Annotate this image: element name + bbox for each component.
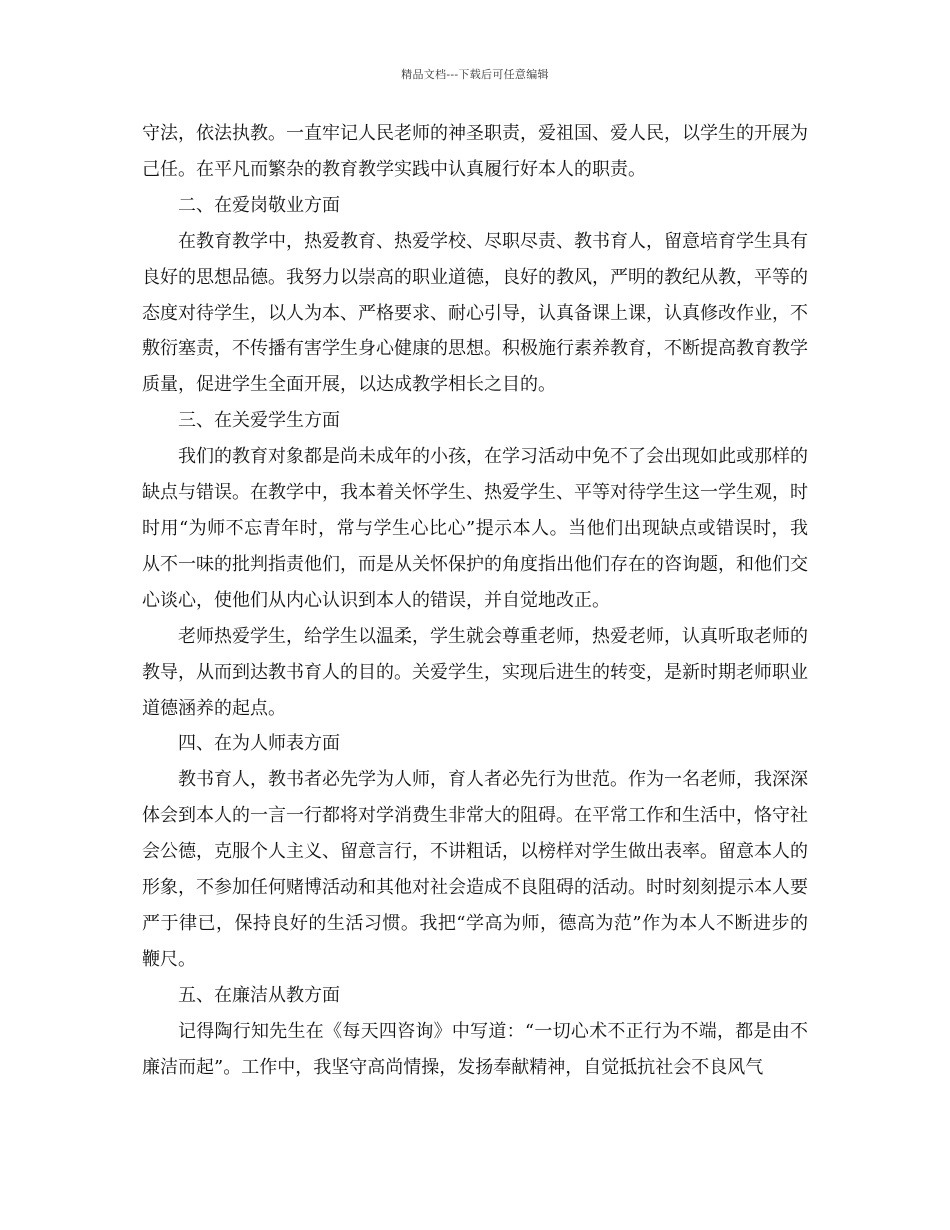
paragraph-role-model: 教书育人，教书者必先学为人师，育人者必先行为世范。作为一名老师，我深深体会到本人的一言一行都将对学消费生非常大的阻碍。在平常工作和生活中，恪守社会公德，克服个人主义、留意言行，不讲粗话，以榜样对学生做出表率。留意本人的形象，不参加任何赌博活动和其他对社会造成不良阻碍的活动。时时刻刻提示本人要严于律已，保持良好的生活习惯。我把“学高为师，德高为范”作为本人不断进步的鞭尺。 [142, 769, 808, 970]
section-heading-caring-students: 三、在关爱学生方面 [178, 410, 340, 432]
section-heading-dedication: 二、在爱岗敬业方面 [178, 194, 340, 216]
document-body [142, 116, 808, 1085]
paragraph-caring-students-2: 老师热爱学生，给学生以温柔，学生就会尊重老师，热爱老师，认真听取老师的教导，从而到达教书育人的目的。关爱学生，实现后进生的转变，是新时期老师职业道德涵养的起点。 [142, 625, 808, 719]
paragraph-integrity: 记得陶行知先生在《每天四咨询》中写道：“一切心术不正行为不端，都是由不廉洁而起”。工作中，我坚守高尚情操，发扬奉献精神，自觉抵抗社会不良风气 [142, 1020, 808, 1078]
page-header: 精品文档---下载后可任意编辑 [401, 68, 549, 81]
paragraph-intro: 守法，依法执教。一直牢记人民老师的神圣职责，爱祖国、爱人民，以学生的开展为己任。在平凡而繁杂的教育教学实践中认真履行好本人的职责。 [142, 123, 808, 180]
section-heading-integrity: 五、在廉洁从教方面 [178, 984, 340, 1006]
section-heading-role-model: 四、在为人师表方面 [178, 733, 340, 755]
paragraph-dedication: 在教育教学中，热爱教育、热爱学校、尽职尽责、教书育人，留意培育学生具有良好的思想品德。我努力以崇高的职业道德，良好的教风，严明的教纪从教，平等的态度对待学生，以人为本、严格要求、耐心引导，认真备课上课，认真修改作业，不敷衍塞责，不传播有害学生身心健康的思想。积极施行素养教育，不断提高教育教学质量，促进学生全面开展，以达成教学相长之目的。 [142, 230, 808, 396]
paragraph-caring-students-1: 我们的教育对象都是尚未成年的小孩，在学习活动中免不了会出现如此或那样的缺点与错误。在教学中，我本着关怀学生、热爱学生、平等对待学生这一学生观，时时用“为师不忘青年时，常与学生心比心”提示本人。当他们出现缺点或错误时，我从不一味的批判指责他们，而是从关怀保护的角度指出他们存在的咨询题，和他们交心谈心，使他们从内心认识到本人的错误，并自觉地改正。 [142, 446, 808, 611]
